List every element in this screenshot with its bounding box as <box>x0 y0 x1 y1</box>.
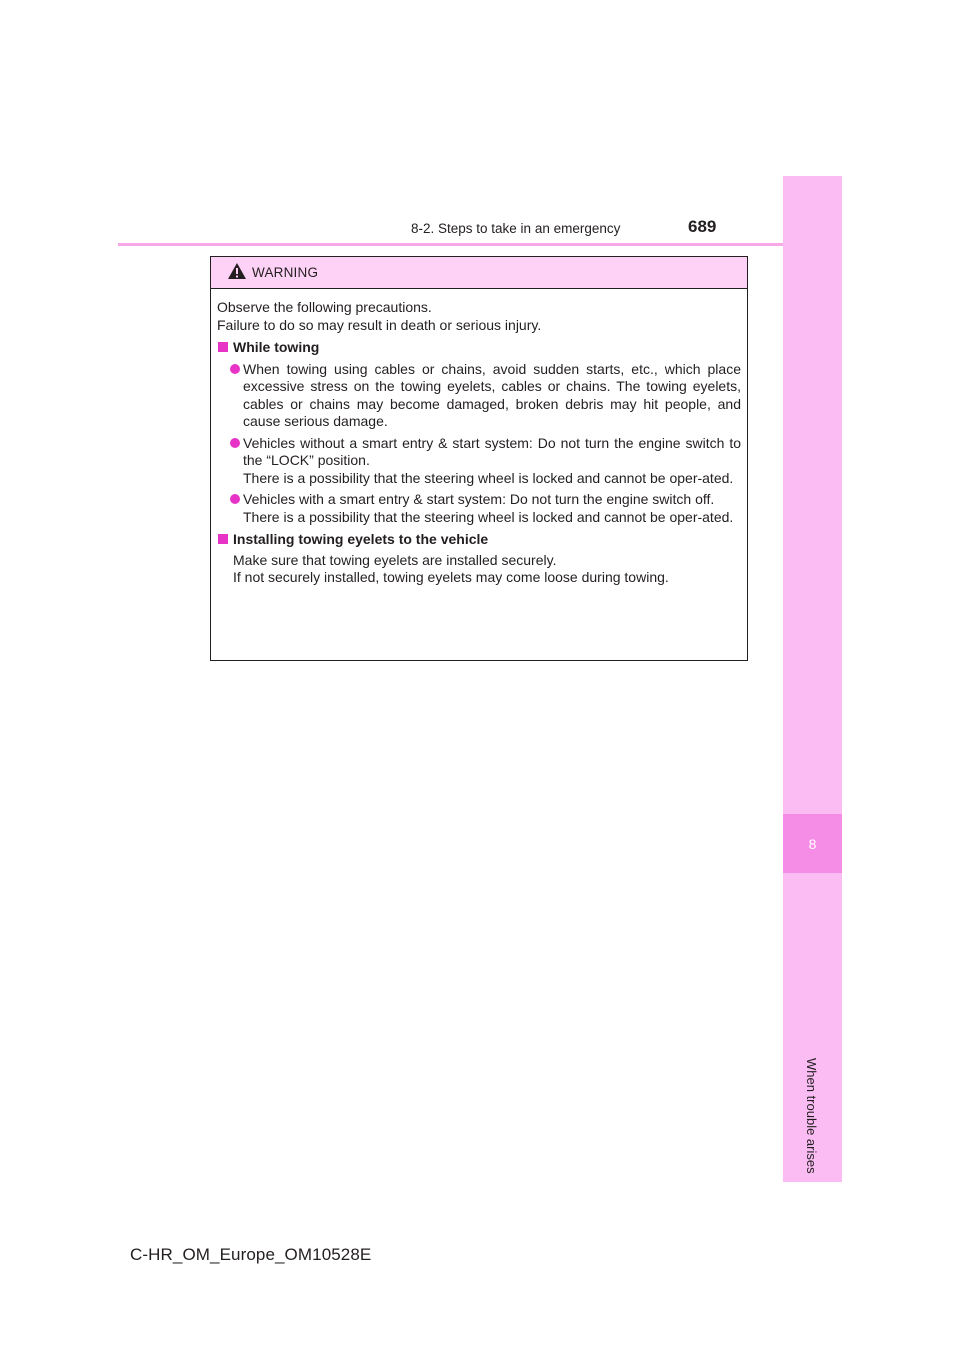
bullet-text: Vehicles with a smart entry & start system: Do not turn the engine switch off. <box>243 491 715 507</box>
warning-header <box>211 257 747 289</box>
square-bullet-icon <box>218 342 228 352</box>
section-heading-towing <box>217 339 741 357</box>
intro-line: Failure to do so may result in death or serious injury. <box>217 316 542 333</box>
chapter-number: 8 <box>808 835 817 852</box>
chapter-side-tab <box>783 176 842 1182</box>
section-title: 8-2. Steps to take in an emergency <box>411 221 621 236</box>
bullet-text: Vehicles without a smart entry & start system: Do not turn the engine switch to the “LOCK” position. <box>243 434 741 468</box>
warning-label: WARNING <box>252 265 319 280</box>
section-heading-eyelets <box>217 531 741 549</box>
bullet-note: There is a possibility that the steering wheel is locked and cannot be oper-ated. <box>243 469 734 486</box>
document-code: C-HR_OM_Europe_OM10528E <box>130 1245 372 1264</box>
intro-line: Observe the following precautions. <box>217 299 432 315</box>
bullet-item <box>217 491 741 526</box>
section-body-line: If not securely installed, towing eyelets may come loose during towing. <box>233 569 669 585</box>
chapter-number-block <box>783 814 842 873</box>
bullet-note: There is a possibility that the steering wheel is locked and cannot be oper-ated. <box>243 508 734 525</box>
square-bullet-icon <box>218 534 228 544</box>
bullet-item <box>217 435 741 488</box>
warning-box <box>210 256 748 661</box>
header-rule <box>118 243 842 246</box>
section-heading-text: While towing <box>233 339 320 355</box>
circle-bullet-icon <box>230 438 240 448</box>
bullet-text: When towing using cables or chains, avoid sudden starts, etc., which place excessive stress on the towing eyelets, cables or chains. The towing eyelets, cables or chains may become damaged, broken debris may hit people, and cause serious damage. <box>243 360 741 429</box>
section-body-line: Make sure that towing eyelets are installed securely. <box>233 551 557 568</box>
circle-bullet-icon <box>230 364 240 374</box>
section-heading-text: Installing towing eyelets to the vehicle <box>233 531 489 547</box>
page-number: 689 <box>688 217 717 236</box>
warning-triangle-icon <box>227 262 247 280</box>
circle-bullet-icon <box>230 494 240 504</box>
chapter-title: When trouble arises <box>804 1058 819 1174</box>
bullet-item <box>217 361 741 431</box>
warning-body <box>211 289 747 587</box>
